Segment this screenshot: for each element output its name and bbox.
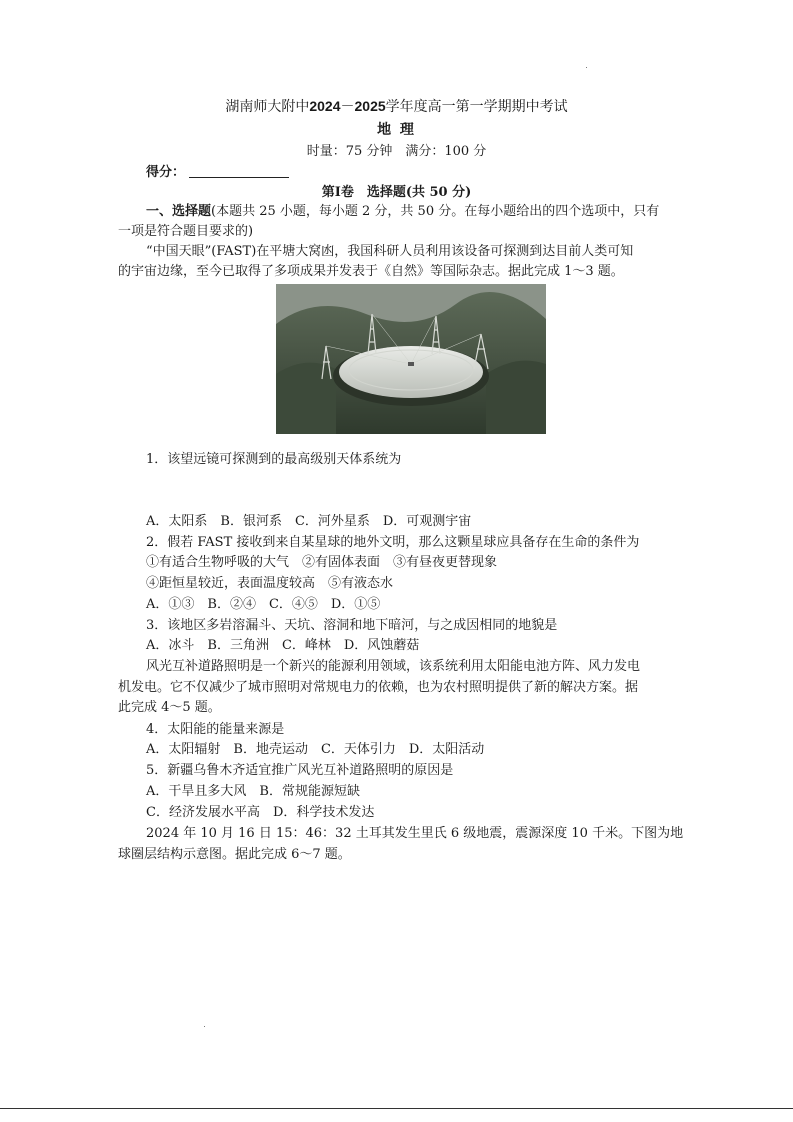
passage2-line-1: 风光互补道路照明是一个新兴的能源利用领域，该系统利用太阳能电池方阵、风力发电 [146,659,641,674]
passage2-line-2: 机发电。它不仅减少了城市照明对常规电力的依赖，也为农村照明提供了新的解决方案。据 [118,680,639,695]
exam-name: 学年度高一第一学期期中考试 [385,99,568,115]
year-dash: － [340,99,355,115]
score-field [146,161,289,180]
exam-meta: 时量：75 分钟 满分：100 分 [306,144,487,159]
q5-stem: 5．新疆乌鲁木齐适宜推广风光互补道路照明的原因是 [146,763,454,778]
q5-options-1: A．干旱且多大风 B．常规能源短缺 [146,784,360,799]
section-title: 第Ⅰ卷 选择题(共 50 分) [321,185,472,200]
instructions-line-2: 一项是符合题目要求的) [118,224,254,239]
instructions-line-1 [146,202,659,222]
instructions-text: (本题共 25 小题，每小题 2 分，共 50 分。在每小题给出的四个选项中，只有 [211,204,660,219]
subject-title: 地 理 [377,122,416,138]
footer-rule [0,1108,793,1109]
q3-stem: 3．该地区多岩溶漏斗、天坑、溶洞和地下暗河，与之成因相同的地貌是 [146,618,558,633]
scan-speck [204,1026,205,1027]
q2-stem: 2．假若 FAST 接收到来自某星球的地外文明，那么这颗星球应具备存在生命的条件为 [146,535,640,550]
school-name: 湖南师大附中 [225,99,310,115]
passage3-line-2: 球圈层结构示意图。据此完成 6～7 题。 [118,847,351,862]
q3-options: A．冰斗 B．三角洲 C．峰林 D．风蚀蘑菇 [146,638,420,653]
q2-conditions-2: ④距恒星较近，表面温度较高 ⑤有液态水 [146,576,394,591]
scan-speck [586,67,587,68]
q1-stem: 1．该望远镜可探测到的最高级别天体系统为 [146,452,402,467]
q2-options: A．①③ B．②④ C．④⑤ D．①⑤ [146,597,381,612]
q1-options: A．太阳系 B．银河系 C．河外星系 D．可观测宇宙 [146,514,472,529]
passage1-line-1: “中国天眼”(FAST)在平塘大窝凼，我国科研人员利用该设备可探测到达目前人类可知 [146,244,634,259]
telescope-illustration [276,284,546,434]
year-end: 2025 [354,98,386,114]
q4-stem: 4．太阳能的能量来源是 [146,722,285,737]
passage2-line-3: 此完成 4～5 题。 [118,700,221,715]
fast-telescope-photo [276,284,546,434]
q5-options-2: C．经济发展水平高 D．科学技术发达 [146,805,375,820]
exam-title [0,96,793,116]
q2-conditions-1: ①有适合生物呼吸的大气 ②有固体表面 ③有昼夜更替现象 [146,555,498,570]
score-blank [189,163,289,178]
instructions-heading: 一、选择题 [146,204,212,219]
score-label: 得分： [146,165,186,180]
passage1-line-2: 的宇宙边缘，至今已取得了多项成果并发表于《自然》等国际杂志。据此完成 1～3 题。 [118,264,624,279]
year-start: 2024 [309,98,341,114]
passage3-line-1: 2024 年 10 月 16 日 15：46：32 土耳其发生里氏 6 级地震，震源深度 10 千米。下图为地 [146,826,684,841]
q4-options: A．太阳辐射 B．地壳运动 C．天体引力 D．太阳活动 [146,742,485,757]
